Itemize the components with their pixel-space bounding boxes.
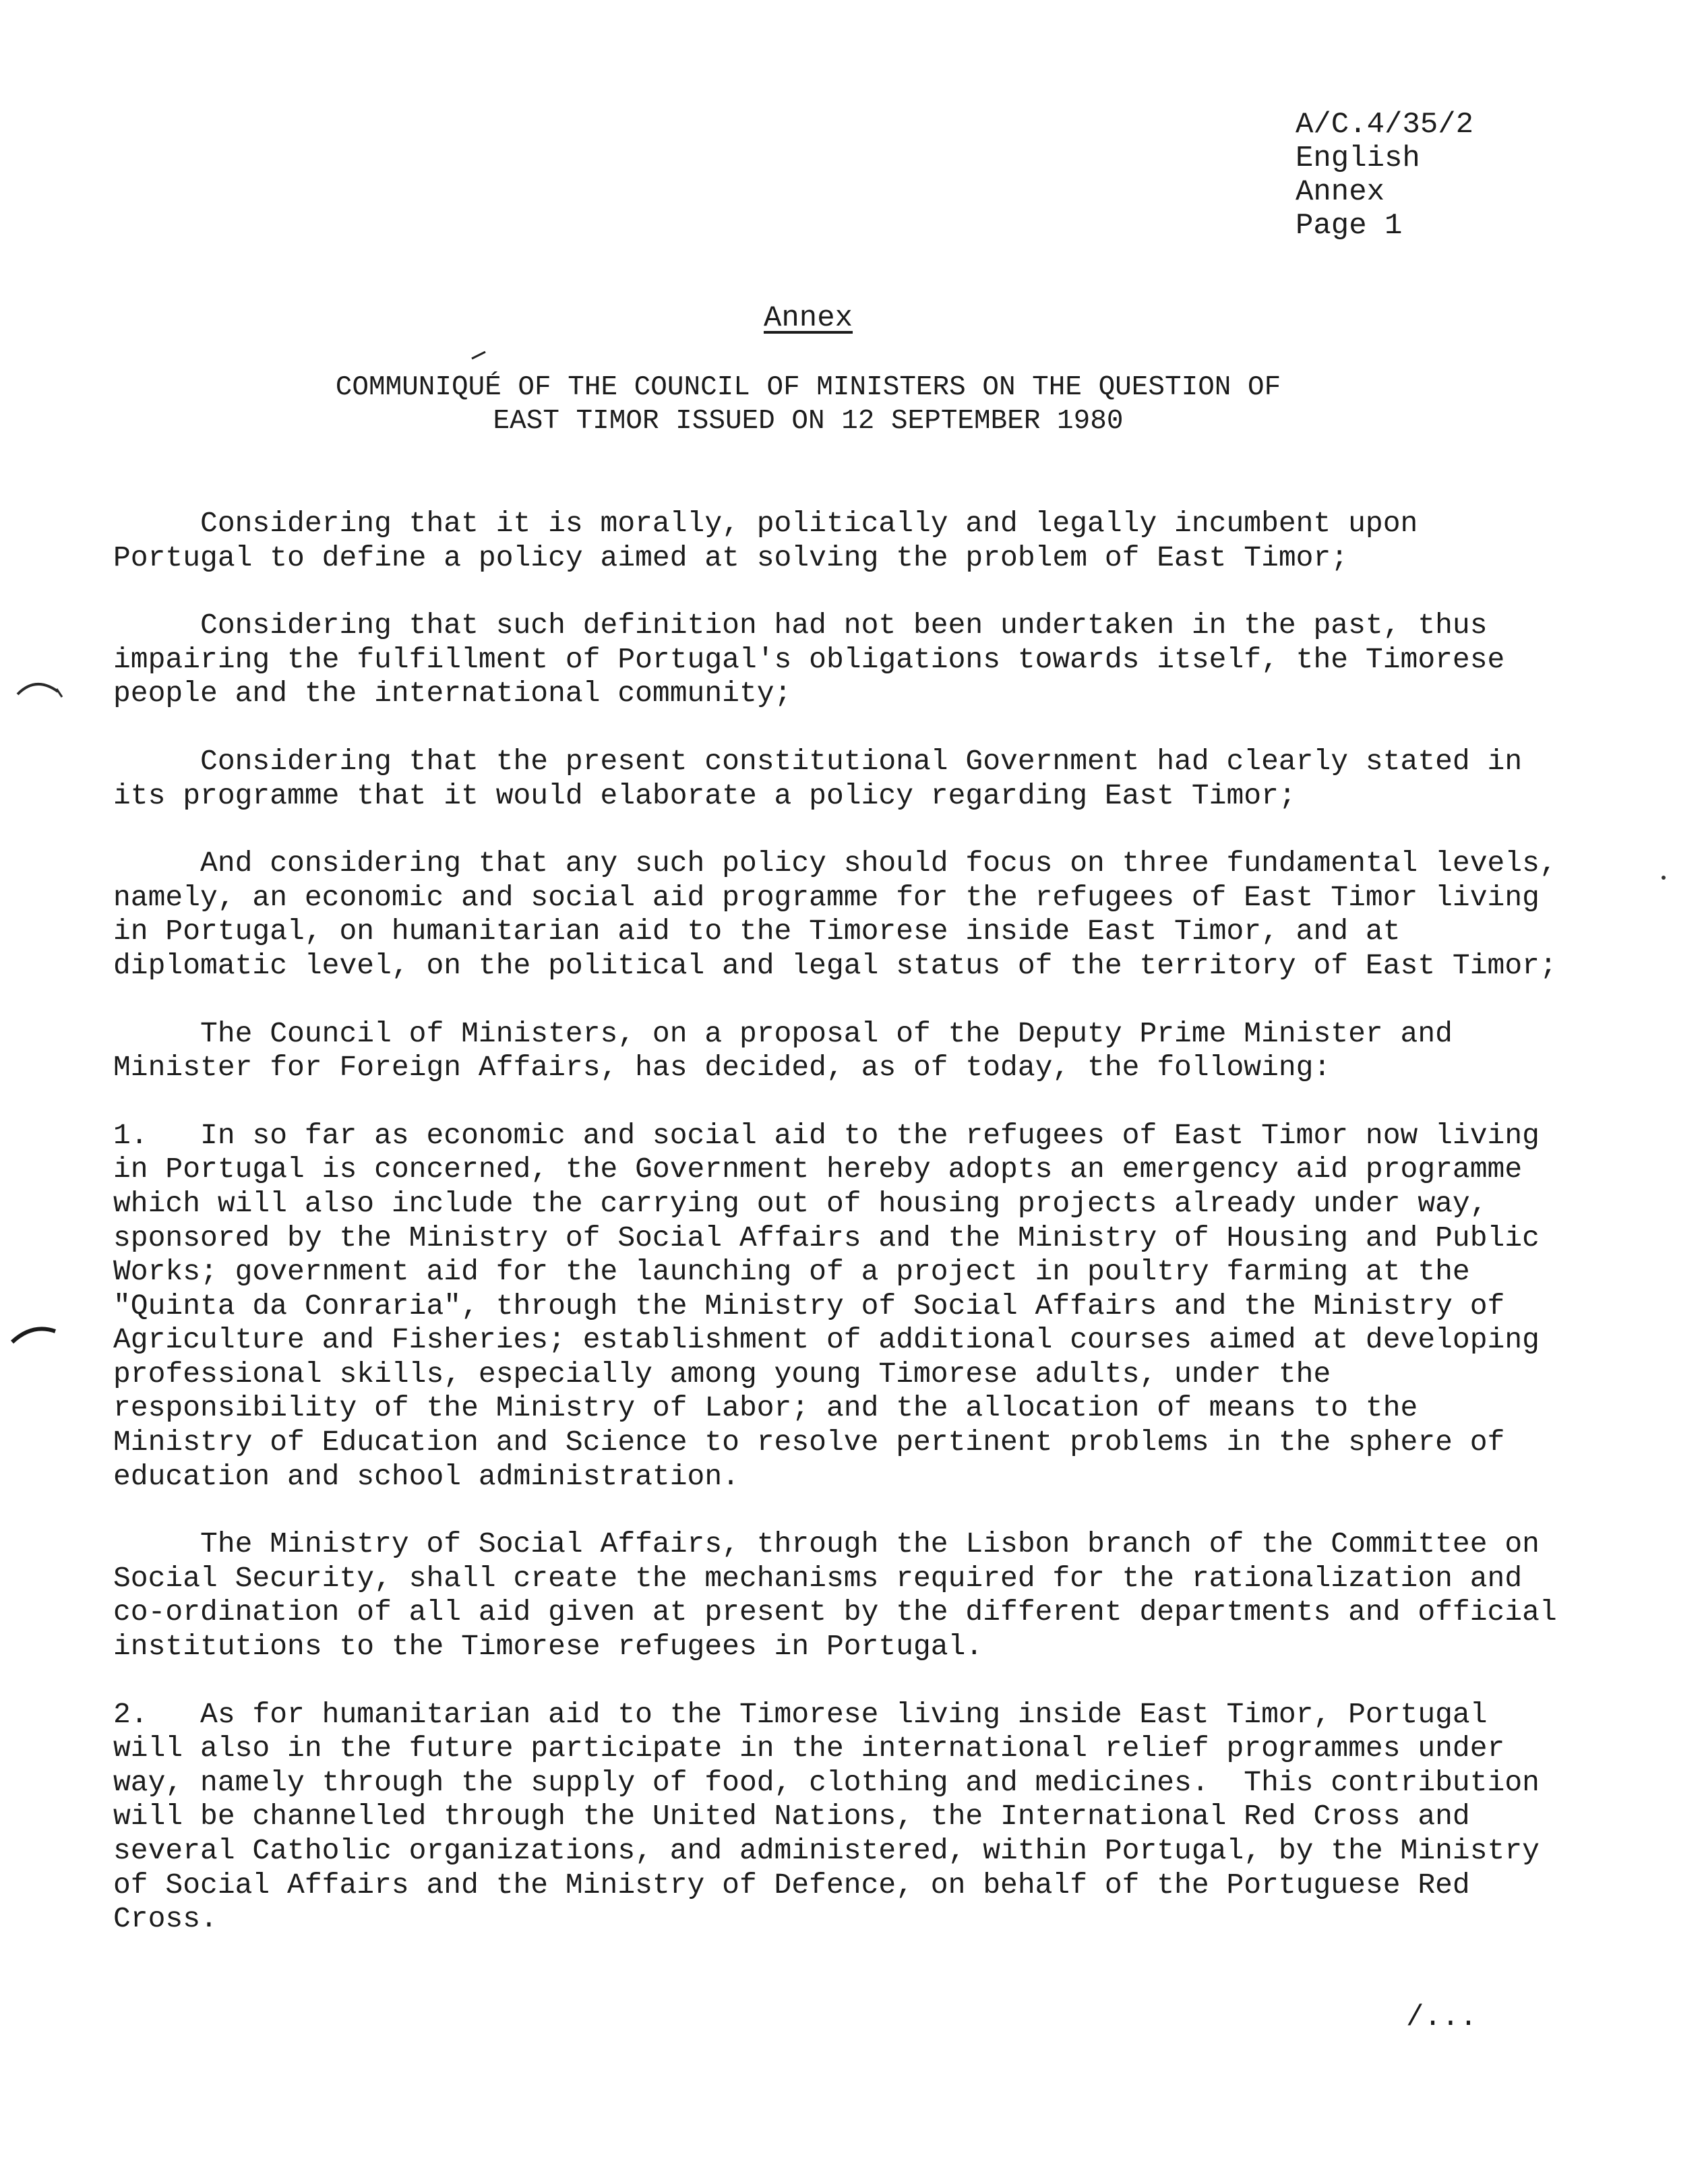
continuation-mark: /... [1406,2001,1478,2034]
paragraph-preamble-2: Considering that such definition had not been undertaken in the past, thus impairing the fulfillment of Portugal's obligations towards itself, the Timorese people and the international community; [113,609,1505,710]
paragraph-item-1-continued: The Ministry of Social Affairs, through the Lisbon branch of the Committee on Social Security, shall create the mechanisms required for the rationalization and co-ordination of all aid given at present by the different departments and official institutions to the Timorese refugees in Portugal. [113,1527,1557,1664]
paragraph-preamble-3: Considering that the present constitutional Government had clearly stated in its programme that it would elaborate a policy regarding East Timor; [113,744,1523,812]
document-title [0,371,1616,438]
document-symbol: A/C.4/35/2 [1296,108,1474,142]
accent-mark [469,349,489,361]
paragraph-item-1: 1. In so far as economic and social aid to the refugees of East Timor now living in Portugal is concerned, the Government hereby adopts an emergency aid programme which will also include the carrying out of housing projects already under way, sponsored by the Ministry of Social Affairs and the Ministry of Housing and Public Works; government aid for the launching of a project in poultry farming at the "Quinta da Conraria", through the Ministry of Social Affairs and the Ministry of Agriculture and Fisheries; establishment of additional courses aimed at developing professional skills, especially among young Timorese adults, under the responsibility of the Ministry of Labor; and the allocation of means to the Ministry of Education and Science to resolve pertinent problems in the sphere of education and school administration. [113,1118,1540,1493]
paragraph-item-2: 2. As for humanitarian aid to the Timorese living inside East Timor, Portugal will also in the future participate in the international relief programmes under way, namely through the supply of food, clothing and medicines. This contribution will be channelled through the United Nations, the International Red Cross and several Catholic organizations, and administered, within Portugal, by the Ministry of Social Affairs and the Ministry of Defence, on behalf of the Portuguese Red Cross. [113,1697,1540,1936]
hole-punch-mark-top [12,667,73,721]
document-language: English [1296,142,1420,175]
document-symbol-block [1296,108,1579,243]
hole-punch-mark-bottom [7,1318,67,1358]
document-title-line-2: EAST TIMOR ISSUED ON 12 SEPTEMBER 1980 [493,406,1124,437]
stray-dot [1660,874,1668,882]
annex-heading: Annex [763,301,853,335]
page-number: Page 1 [1296,209,1403,243]
document-section: Annex [1296,175,1385,209]
paragraph-preamble-1: Considering that it is morally, politically and legally incumbent upon Portugal to define a policy aimed at solving the problem of East Timor; [113,507,1418,574]
paragraph-decision-intro: The Council of Ministers, on a proposal of the Deputy Prime Minister and Minister for Foreign Affairs, has decided, as of today, the following: [113,1017,1453,1085]
paragraph-preamble-4: And considering that any such policy should focus on three fundamental levels, namely, an economic and social aid programme for the refugees of East Timor living in Portugal, on humanitarian aid to the Timorese inside East Timor, and at diplomatic level, on the political and legal status of the territory of East Timor; [113,847,1557,982]
document-title-line-1: COMMUNIQUÉ OF THE COUNCIL OF MINISTERS ON THE QUESTION OF [335,372,1281,403]
document-body [113,507,1557,1970]
